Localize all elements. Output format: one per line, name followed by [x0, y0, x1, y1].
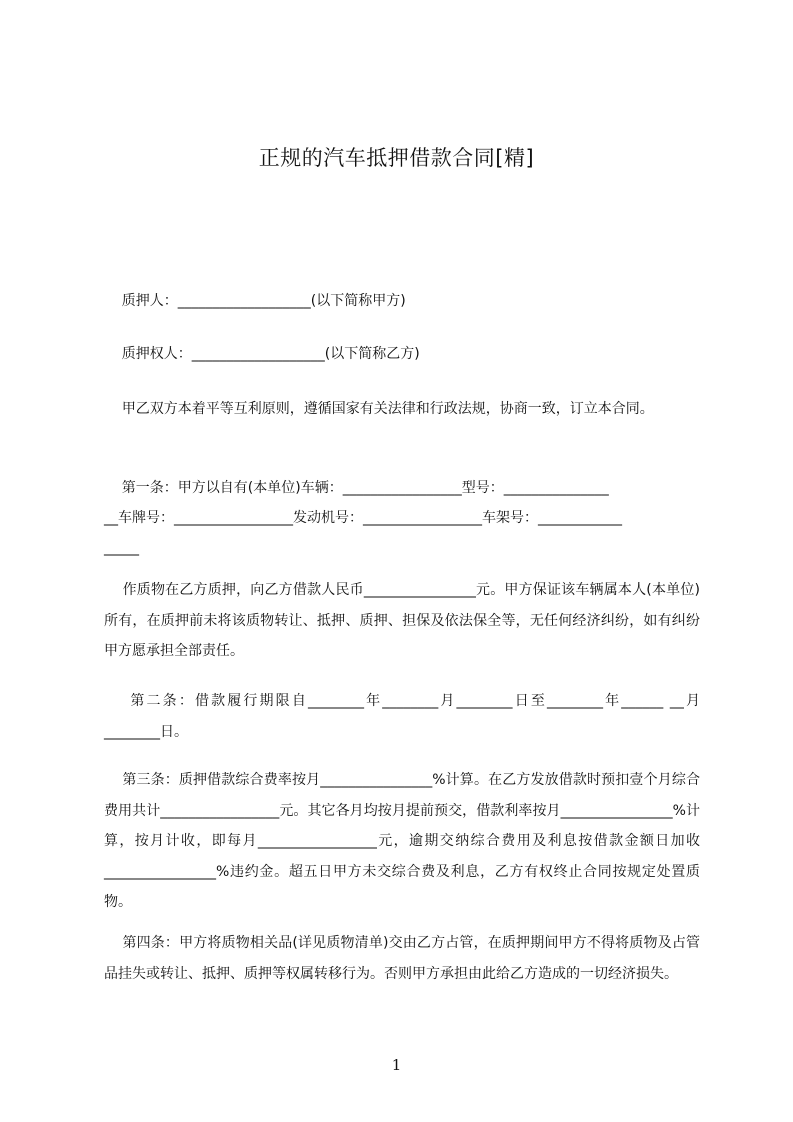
article-1-line-2: __车牌号：_________________发动机号：_________________车架号：____________ [104, 510, 622, 526]
article-2: 第二条：借款履行期限自________年________月________日至________年______ __月________日。 [104, 693, 700, 740]
article-1-continuation: 作质物在乙方质押，向乙方借款人民币________________元。甲方保证该车辆属本人(本单位)所有，在质押前未将该质物转让、抵押、质押、担保及依法保全等，无任何经济纠纷，如有纠纷甲方愿承担全部责任。 [104, 582, 701, 659]
document-title: 正规的汽车抵押借款合同[精] [258, 146, 535, 170]
pledgor-line: 质押人：___________________(以下简称甲方) [104, 293, 406, 309]
article-3: 第三条：质押借款综合费率按月________________%计算。在乙方发放借款时预扣壹个月综合费用共计_________________元。其它各月均按月提前预交，借款利率按月________________%计算，按月计收，即每月_________________元，逾期交纳综合费用及利息按借款金额日加收________________%违约金。超五日甲方未交综合费及利息，乙方有权终止合同按规定处置质物。 [104, 772, 700, 910]
article-1-line-1: 第一条：甲方以自有(本单位)车辆：_________________型号：_______________ [104, 480, 609, 496]
intro-paragraph: 甲乙双方本着平等互利原则，遵循国家有关法律和行政法规，协商一致，订立本合同。 [104, 401, 654, 417]
article-4: 第四条：甲方将质物相关品(详见质物清单)交由乙方占管，在质押期间甲方不得将质物及占管品挂失或转让、抵押、质押等权属转移行为。否则甲方承担由此给乙方造成的一切经济损失。 [104, 935, 700, 982]
article-1-line-3: _____ [104, 540, 139, 556]
pledgee-line: 质押权人：___________________(以下简称乙方) [104, 346, 420, 362]
page-number: 1 [391, 1056, 402, 1074]
